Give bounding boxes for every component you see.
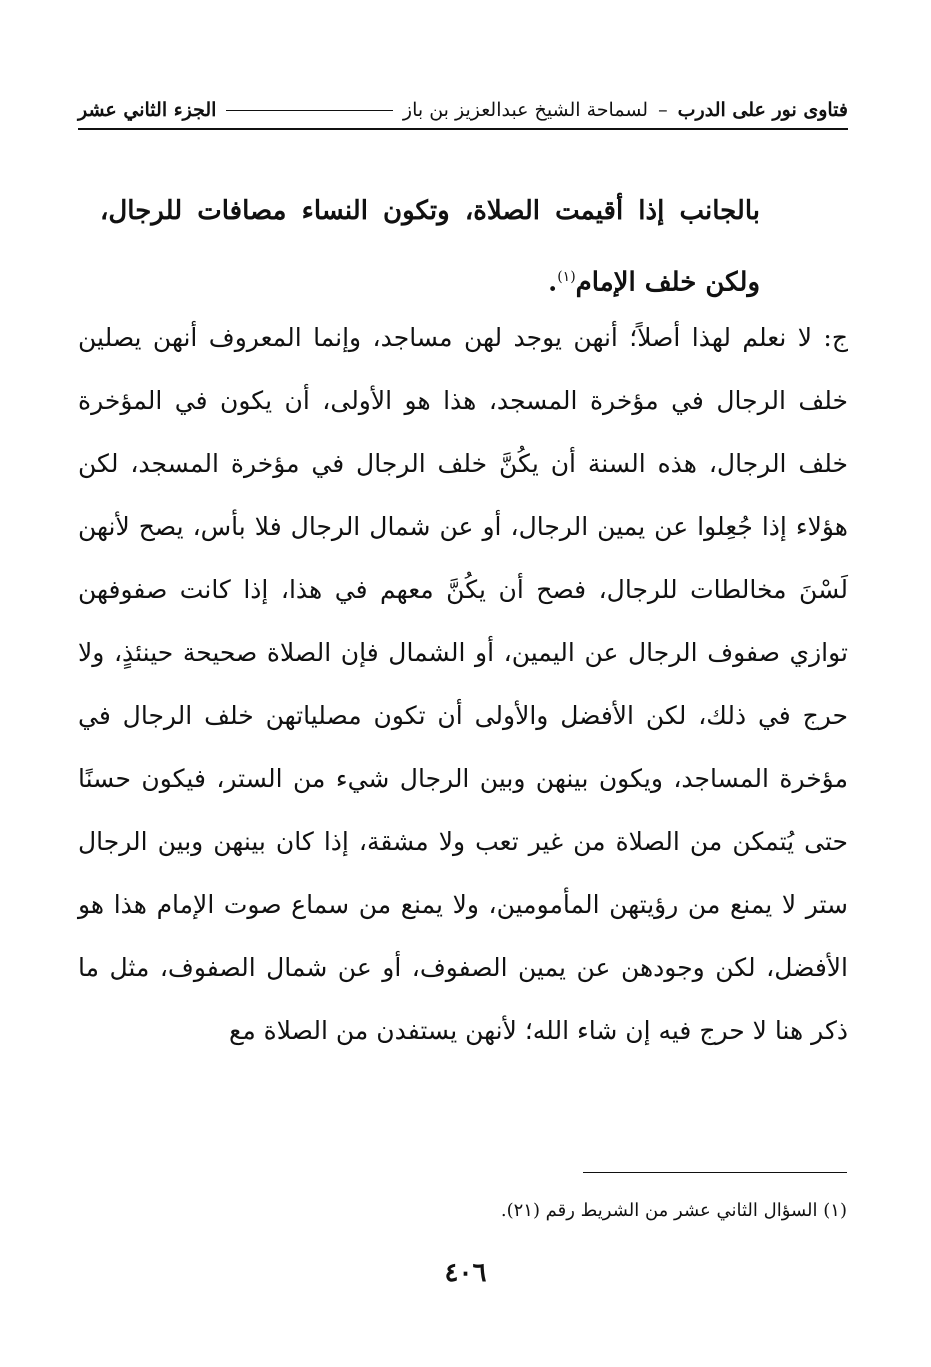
book-title: فتاوى نور على الدرب <box>677 99 848 121</box>
footnote: (١) السؤال الثاني عشر من الشريط رقم (٢١). <box>500 1200 847 1221</box>
footnote-reference: (١) <box>557 269 576 285</box>
footnote-divider <box>583 1172 847 1173</box>
header-separator: – <box>658 99 668 121</box>
volume-part: الجزء الثاني عشر <box>78 99 217 121</box>
question-end: . <box>548 267 558 298</box>
running-header <box>78 92 848 130</box>
question-body: بالجانب إذا أقيمت الصلاة، وتكون النساء مصافات للرجال، ولكن خلف الإمام <box>100 196 760 298</box>
header-book-group <box>403 99 848 121</box>
question-text <box>100 178 760 316</box>
header-rule <box>226 110 392 111</box>
author-line: لسماحة الشيخ عبدالعزيز بن باز <box>402 99 649 121</box>
answer-text: ج: لا نعلم لهذا أصلاً؛ أنهن يوجد لهن مساجد، وإنما المعروف أنهن يصلين خلف الرجال في مؤخرة المسجد، هذا هو الأولى، أن يكون في المؤخرة خلف الرجال، هذه السنة أن يكُنَّ خلف الرجال في مؤخرة المسجد، لكن هؤلاء إذا جُعِلوا عن يمين الرجال، أو عن شمال الرجال فلا بأس، يصح لأنهن لَسْنَ مخالطات للرجال، فصح أن يكُنَّ معهم في هذا، إذا كانت صفوفهن توازي صفوف الرجال عن اليمين، أو الشمال فإن الصلاة صحيحة حينئذٍ، ولا حرج في ذلك، لكن الأفضل والأولى أن تكون مصلياتهن خلف الرجال في مؤخرة المساجد، ويكون بينهن وبين الرجال شيء من الستر، فيكون حسنًا حتى يُتمكن من الصلاة من غير تعب ولا مشقة، إذا كان بينهن وبين الرجال ستر لا يمنع من رؤيتهن المأمومين، ولا يمنع من سماع صوت الإمام هذا هو الأفضل، لكن وجودهن عن يمين الصفوف، أو عن شمال الصفوف، مثل ما ذكر هنا لا حرج فيه إن شاء الله؛ لأنهن يستفدن من الصلاة مع <box>78 323 848 1045</box>
page-number: ٤٠٦ <box>444 1258 487 1288</box>
